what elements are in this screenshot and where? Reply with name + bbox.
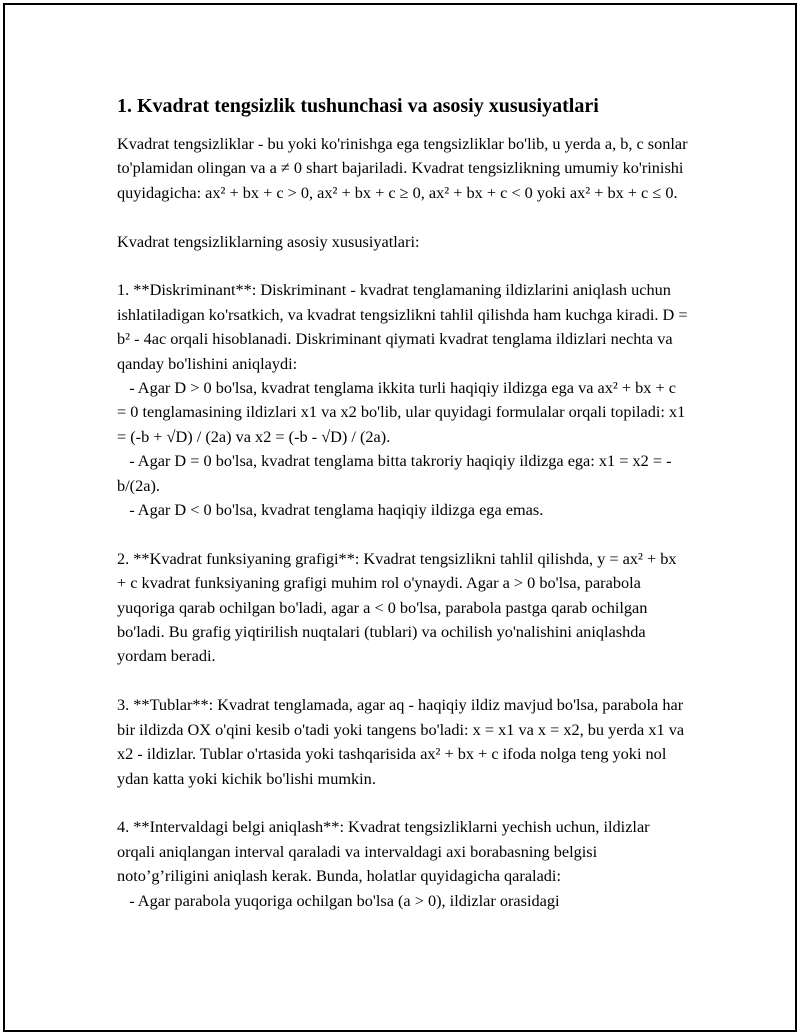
paragraph-gap bbox=[117, 669, 689, 693]
document-body bbox=[117, 93, 692, 913]
paragraph-function-graph: 2. **Kvadrat funksiyaning grafigi**: Kvadrat tengsizlikni tahlil qilishda, y = ax² + bx + c kvadrat funksiyaning grafigi muhim rol o'ynaydi. Agar a > 0 bo'lsa, parabola yuqoriga qarab ochilgan bo'ladi, agar a < 0 bo'lsa, parabola pastga qarab ochilgan bo'ladi. Bu grafig yiqtirilish nuqtalari (tublari) va ochilish yo'nalishini aniqlashda yordam beradi. bbox=[117, 548, 681, 666]
paragraph-gap bbox=[117, 205, 689, 229]
paragraph-gap bbox=[117, 791, 689, 815]
paragraph-interval-sign: 4. **Intervaldagi belgi aniqlash**: Kvadrat tengsizliklarni yechish uchun, ildizlar orqali aniqlangan interval qaraladi va intervaldagi axi borabasning belgisi noto’g’riligini aniqlash kerak. Bunda, holatlar quyidagicha qaraladi: - Agar parabola yuqoriga ochilgan bo'lsa (a > 0), ildizlar orasidagi bbox=[117, 817, 650, 910]
paragraph-gap bbox=[117, 522, 689, 546]
paragraph-definition: Kvadrat tengsizliklar - bu yoki ko'rinishga ega tengsizliklar bo'lib, u yerda a, b, c sonlar to'plamidan olingan va a ≠ 0 shart bajariladi. Kvadrat tengsizlikning umumiy ko'rinishi quyidagicha: ax² + bx + c > 0, ax² + bx + c ≥ 0, ax² + bx + c < 0 yoki ax² + bx + c ≤ 0. bbox=[117, 134, 692, 202]
paragraph-properties-intro: Kvadrat tengsizliklarning asosiy xususiyatlari: bbox=[117, 231, 420, 251]
paragraph-gap bbox=[117, 254, 689, 278]
paragraph-discriminant: 1. **Diskriminant**: Diskriminant - kvadrat tenglamaning ildizlarini aniqlash uchun ishlatiladigan ko'rsatkich, va kvadrat tengsizlikni tahlil qilishda ham kuchga kiradi. D = b² - 4ac orqali hisoblanadi. Diskriminant qiymati kvadrat tenglama ildizlari nechta va qanday bo'lishini aniqlaydi: - Agar D > 0 bo'lsa, kvadrat tenglama ikkita turli haqiqiy ildizga ega va ax² + bx + c = 0 tenglamasining ildizlari x1 va x2 bo'lib, ular quyidagi formulalar orqali topiladi: x1 = (-b + √D) / (2a) va x2 = (-b - √D) / (2a). - Agar D = 0 bo'lsa, kvadrat tenglama bitta takroriy haqiqiy ildizga ega: x1 = x2 = -b/(2a). - Agar D < 0 bo'lsa, kvadrat tenglama haqiqiy ildizga ega emas. bbox=[117, 280, 688, 520]
section-heading: 1. Kvadrat tengsizlik tushunchasi va asosiy xususiyatlari bbox=[117, 95, 599, 117]
paragraph-roots: 3. **Tublar**: Kvadrat tenglamada, agar aq - haqiqiy ildiz mavjud bo'lsa, parabola har bir ildizda OX o'qini kesib o'tadi yoki tangens bo'ladi: x = x1 va x = x2, bu yerda x1 va x2 - ildizlar. Tublar o'rtasida yoki tashqarisida ax² + bx + c ifoda nolga teng yoki nol ydan katta yoki kichik bo'lishi mumkin. bbox=[117, 695, 689, 788]
